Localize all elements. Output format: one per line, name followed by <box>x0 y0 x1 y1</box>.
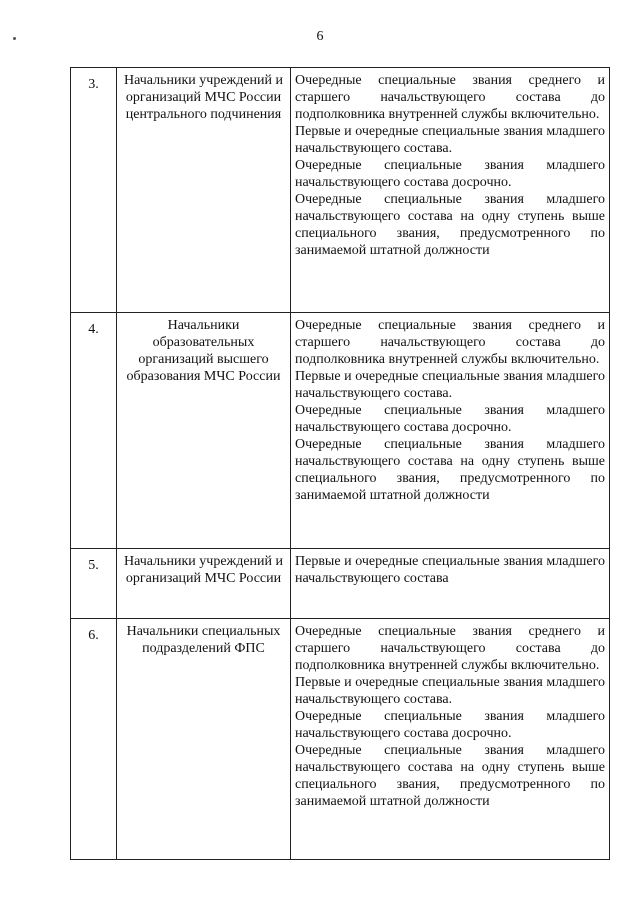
rank-paragraph: Первые и очередные специальные звания младшего начальствующего состава. <box>295 124 605 156</box>
row-number: 5. <box>71 549 117 619</box>
rank-paragraph: Очередные специальные звания младшего начальствующего состава на одну ступень выше специального звания, предусмотренного по занимаемой штатной должности <box>295 437 605 503</box>
head-position: Начальники учреждений и организаций МЧС России центрального подчинения <box>117 68 291 313</box>
row-number: 3. <box>71 68 117 313</box>
rank-paragraph: Очередные специальные звания младшего начальствующего состава на одну ступень выше специального звания, предусмотренного по занимаемой штатной должности <box>295 192 605 258</box>
table-row <box>71 549 610 619</box>
row-number: 6. <box>71 619 117 860</box>
row-number: 4. <box>71 313 117 549</box>
ranks-table <box>70 67 610 860</box>
rank-paragraph: Очередные специальные звания среднего и старшего начальствующего состава до подполковника внутренней службы включительно. <box>295 624 605 673</box>
head-position: Начальники специальных подразделений ФПС <box>117 619 291 860</box>
ranks-list <box>291 619 610 860</box>
table-row <box>71 313 610 549</box>
table-row <box>71 619 610 860</box>
rank-paragraph: Очередные специальные звания младшего начальствующего состава досрочно. <box>295 403 605 435</box>
rank-paragraph: Первые и очередные специальные звания младшего начальствующего состава. <box>295 675 605 707</box>
ranks-list <box>291 68 610 313</box>
head-position: Начальники учреждений и организаций МЧС России <box>117 549 291 619</box>
rank-paragraph: Очередные специальные звания младшего начальствующего состава на одну ступень выше специального звания, предусмотренного по занимаемой штатной должности <box>295 743 605 809</box>
head-position: Начальники образовательных организаций высшего образования МЧС России <box>117 313 291 549</box>
rank-paragraph: Первые и очередные специальные звания младшего начальствующего состава <box>295 554 605 586</box>
table-row <box>71 68 610 313</box>
rank-paragraph: Первые и очередные специальные звания младшего начальствующего состава. <box>295 369 605 401</box>
rank-paragraph: Очередные специальные звания младшего начальствующего состава досрочно. <box>295 709 605 741</box>
rank-paragraph: Очередные специальные звания среднего и старшего начальствующего состава до подполковника внутренней службы включительно. <box>295 73 605 122</box>
ranks-list <box>291 549 610 619</box>
ranks-list <box>291 313 610 549</box>
page-number: 6 <box>316 29 324 44</box>
rank-paragraph: Очередные специальные звания среднего и старшего начальствующего состава до подполковника внутренней службы включительно. <box>295 318 605 367</box>
rank-paragraph: Очередные специальные звания младшего начальствующего состава досрочно. <box>295 158 605 190</box>
